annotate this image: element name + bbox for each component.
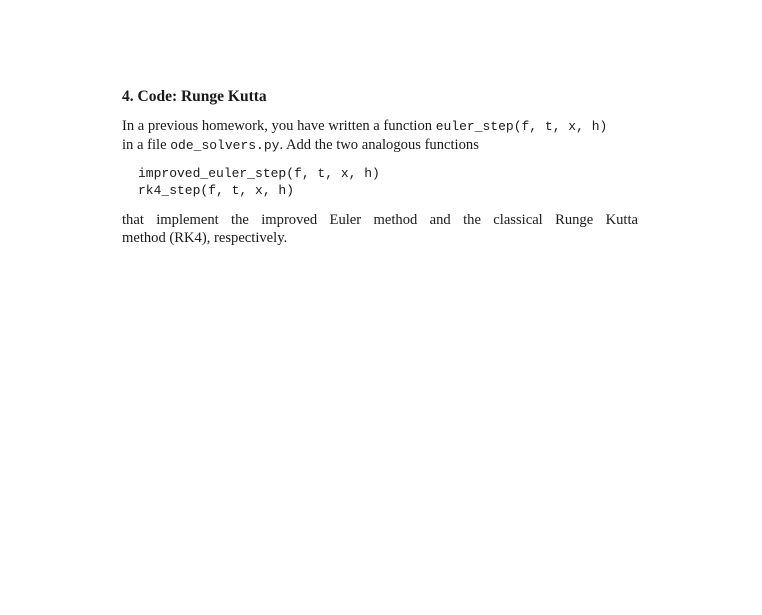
- description-line-1: that implement the improved Euler method and the classical Runge Kutta: [122, 212, 638, 228]
- intro-text: In a previous homework, you have written a function: [122, 118, 436, 134]
- intro-line-1: [122, 117, 638, 136]
- intro-text: . Add the two analogous functions: [279, 137, 479, 153]
- intro-text: in a file: [122, 137, 171, 153]
- intro-line-2: [122, 136, 638, 155]
- code-line: improved_euler_step(f, t, x, h): [138, 166, 380, 181]
- inline-code-euler-step: euler_step(f, t, x, h): [435, 119, 608, 134]
- inline-code-filename: ode_solvers.py: [170, 138, 280, 153]
- description-line-2: method (RK4), respectively.: [122, 230, 288, 246]
- code-line: rk4_step(f, t, x, h): [138, 183, 295, 198]
- code-block: [138, 165, 380, 199]
- intro-paragraph: [122, 117, 638, 155]
- section-heading: 4. Code: Runge Kutta: [122, 88, 267, 105]
- description-paragraph: [122, 211, 638, 247]
